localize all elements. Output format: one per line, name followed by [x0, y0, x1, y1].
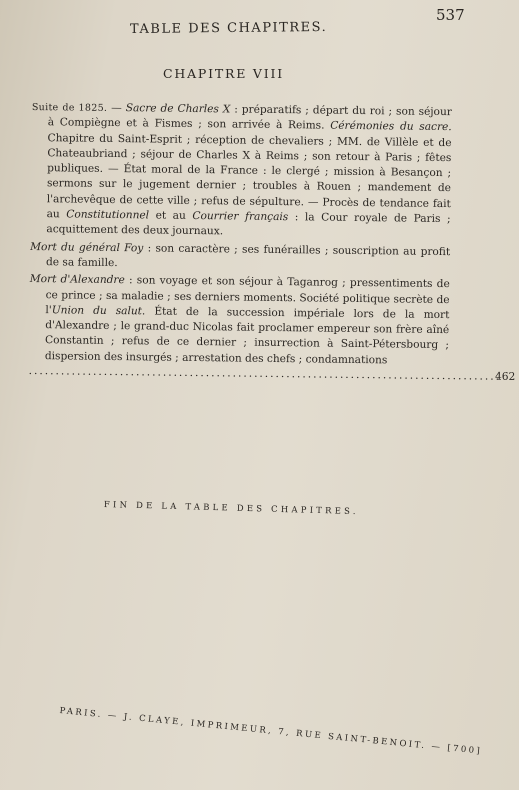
entry-dash: — [107, 101, 126, 115]
entry-text: Chapitre du Saint-Esprit ; réception de chevaliers ; MM. de Villèle et de Chateaubriand ; séjour de Charles X à Reims ; son retour à Paris ; fêtes publiques. — État moral de la France : le clergé ; mission à Besançon ; sermons sur le jugement dernier ; troubles à Rouen ; mandement de l'archevêque de cette ville ; refus de sépulture. — Procès de tendance fait au [46, 131, 452, 221]
entry-title-alexandre: Mort d'Alexandre [29, 273, 125, 287]
entry-foy [30, 240, 450, 276]
page-reference-line [28, 364, 516, 384]
entry-text: : préparatifs ; départ du roi ; son séjour à Compiègne et à Fismes ; son arrivée à Reims. [47, 103, 452, 132]
entry-text: : la Cour royale de Paris ; acquittement des deux journaux. [46, 211, 451, 238]
entry-text: et au [149, 209, 193, 223]
entry-alexandre [28, 272, 516, 384]
page-reference: 462 [494, 370, 516, 383]
entry-text: . État de la succession impériale lors de la mort d'Alexandre ; le grand-duc Nicolas fait proclamer empereur son frère aîné Constantin ; refus de ce dernier ; insurrection à Saint-Pétersbourg ; dispersion des insurgés ; arrestation des chefs ; condamnations [44, 305, 450, 367]
society-union-du-salut: Union du salut [51, 304, 143, 318]
running-title: TABLE DES CHAPITRES. [129, 19, 328, 38]
newspaper-courrier: Courrier français [192, 210, 289, 224]
printer-imprint: PARIS. — J. CLAYE, IMPRIMEUR, 7, RUE SAINT-BENOIT. — [700] [59, 706, 483, 757]
entry-title-foy: Mort du général Foy [30, 240, 144, 255]
chapter-title: CHAPITRE VIII [163, 66, 284, 81]
chapter-contents [28, 100, 516, 386]
page-number: 537 [436, 6, 465, 24]
dot-leaders: ........................................................................................ [28, 365, 502, 383]
entry-1825 [30, 100, 452, 243]
end-of-table-note: FIN DE LA TABLE DES CHAPITRES. [103, 500, 359, 518]
entry-text: : son voyage et son séjour à Taganrog ; pressentiments de ce prince ; sa maladie ; ses derniers moments. Société politique secrète de l' [45, 274, 450, 317]
entry-title-ceremonies: Cérémonies du sacre. [330, 119, 452, 134]
entry-title-sacre: Sacre de Charles X [125, 102, 231, 116]
entry-text: : son caractère ; ses funérailles ; souscription au profit de sa famille. [45, 242, 451, 270]
newspaper-constitutionnel: Constitutionnel [66, 208, 150, 222]
year-label: Suite de 1825. [31, 101, 108, 114]
